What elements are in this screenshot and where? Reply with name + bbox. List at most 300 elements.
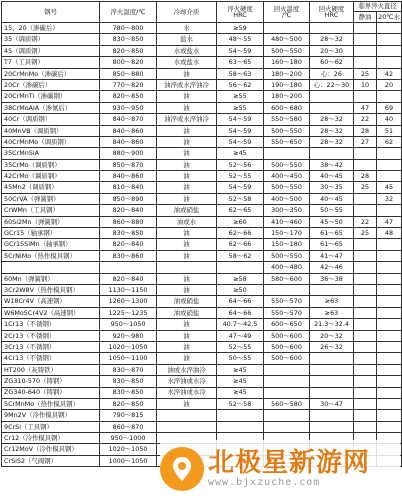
table-row: [2, 353, 402, 364]
cell-grade: Cr12（冷作模具钢）: [2, 433, 100, 444]
cell-quench-temp: 830～870: [100, 364, 157, 375]
cell-quench-hrc: ≥50: [217, 284, 264, 295]
cell-medium: 油: [157, 341, 217, 352]
cell-quench-hrc: 54～59: [217, 182, 264, 193]
cell-critical-oil: [354, 23, 377, 34]
cell-temper-temp: 500～550: [264, 250, 310, 261]
cell-quench-hrc: ≥45: [217, 376, 264, 387]
cell-temper-temp: [264, 364, 310, 375]
cell-critical-water: [377, 387, 402, 398]
table-row: [2, 387, 402, 398]
table-row: [2, 171, 402, 182]
cell-critical-water: [377, 410, 402, 421]
cell-critical-water: [377, 330, 402, 341]
steel-heat-treatment-table: [1, 1, 402, 467]
cell-medium: 油: [157, 398, 217, 409]
cell-quench-hrc: [217, 410, 264, 421]
cell-quench-hrc: 62～66: [217, 239, 264, 250]
table-row: [2, 284, 402, 295]
cell-critical-water: [377, 250, 402, 261]
watermark: [160, 440, 400, 498]
cell-quench-temp: [100, 262, 157, 273]
cell-critical-water: 48: [377, 228, 402, 239]
cell-temper-temp: 150～180: [264, 239, 310, 250]
table-row: [2, 398, 402, 409]
cell-critical-oil: [354, 364, 377, 375]
cell-temper-hrc: 20～30: [310, 45, 354, 56]
cell-medium: 油淬或水淬油冷: [157, 114, 217, 125]
cell-temper-temp: 500～550: [264, 45, 310, 56]
cell-grade: 60Si2Mn（弹簧钢）: [2, 216, 100, 227]
header-grade: 钢号: [2, 2, 100, 23]
cell-critical-water: [377, 45, 402, 56]
cell-critical-oil: [354, 341, 377, 352]
cell-critical-water: [377, 159, 402, 170]
cell-medium: 水淬油或水冷: [157, 387, 217, 398]
cell-critical-oil: [354, 387, 377, 398]
cell-quench-hrc: ≥45: [217, 148, 264, 159]
cell-grade: 9Mn2V（冷作模具钢）: [2, 410, 100, 421]
cell-critical-oil: 25: [354, 68, 377, 79]
cell-quench-hrc: 52～58: [217, 398, 264, 409]
cell-quench-temp: 860～870: [100, 421, 157, 432]
table-row: [2, 421, 402, 432]
cell-critical-water: 20: [377, 79, 402, 90]
cell-critical-oil: 25: [354, 182, 377, 193]
cell-critical-water: [377, 319, 402, 330]
cell-temper-hrc: [310, 410, 354, 421]
cell-grade: 35CrMo（调质钢）: [2, 159, 100, 170]
cell-critical-oil: [354, 319, 377, 330]
cell-quench-temp: 840～860: [100, 136, 157, 147]
cell-temper-hrc: 20～32: [310, 330, 354, 341]
cell-critical-oil: [354, 262, 377, 273]
cell-temper-hrc: [310, 284, 354, 295]
cell-critical-water: [377, 284, 402, 295]
cell-quench-temp: 820～850: [100, 91, 157, 102]
cell-quench-temp: 830～850: [100, 387, 157, 398]
cell-quench-hrc: 64～66: [217, 296, 264, 307]
cell-grade: 40MnVB（调质钢）: [2, 125, 100, 136]
cell-critical-water: [377, 57, 402, 68]
cell-quench-hrc: 52～55: [217, 341, 264, 352]
cell-critical-oil: [354, 250, 377, 261]
cell-critical-oil: [354, 330, 377, 341]
cell-temper-temp: [264, 148, 310, 159]
cell-quench-hrc: 47～49: [217, 330, 264, 341]
cell-quench-temp: 860～880: [100, 216, 157, 227]
cell-grade: GCr15SiMn（轴承钢）: [2, 239, 100, 250]
cell-critical-oil: 25: [354, 228, 377, 239]
cell-critical-oil: [354, 284, 377, 295]
cell-quench-hrc: 62～66: [217, 228, 264, 239]
header-critical-diameter: 临界淬火直径: [354, 2, 402, 12]
cell-critical-oil: 22: [354, 114, 377, 125]
cell-medium: 油: [157, 228, 217, 239]
cell-critical-water: [377, 307, 402, 318]
cell-quench-temp: 920～980: [100, 330, 157, 341]
cell-temper-temp: 600～680: [264, 102, 310, 113]
cell-critical-oil: [354, 307, 377, 318]
cell-critical-water: 42: [377, 68, 402, 79]
cell-temper-hrc: 45～50: [310, 216, 354, 227]
cell-grade: 4Cr13（不锈钢）: [2, 353, 100, 364]
cell-critical-water: 40: [377, 114, 402, 125]
cell-grade: 20CrMnTi（渗碳钢）: [2, 91, 100, 102]
header-temper-temp-line2: /℃: [281, 11, 292, 19]
cell-temper-hrc: 心：26: [310, 68, 354, 79]
header-critical-oil: 静油: [354, 12, 377, 23]
cell-critical-oil: [354, 353, 377, 364]
cell-quench-temp: 950～1000: [100, 433, 157, 444]
cell-grade: 5CrNiMo（热作模具钢）: [2, 250, 100, 261]
cell-critical-water: [377, 273, 402, 284]
header-medium: 冷却介质: [157, 2, 217, 23]
cell-temper-temp: 480～500: [264, 34, 310, 45]
cell-quench-temp: 1000～1050: [100, 455, 157, 466]
cell-quench-temp: 810～840: [100, 182, 157, 193]
table-row: [2, 410, 402, 421]
cell-quench-temp: 840～860: [100, 171, 157, 182]
watermark-title: 北极星新游网: [208, 447, 371, 478]
cell-critical-oil: [354, 205, 377, 216]
cell-critical-water: [377, 23, 402, 34]
table-row: [2, 34, 402, 45]
table-row: [2, 376, 402, 387]
cell-critical-oil: [354, 376, 377, 387]
header-temper-temp: [264, 2, 310, 23]
cell-grade: 45Mn2（调质钢）: [2, 182, 100, 193]
table-row: [2, 273, 402, 284]
cell-quench-hrc: 62～65: [217, 205, 264, 216]
cell-temper-hrc: 40～45: [310, 171, 354, 182]
cell-grade: W18Cr4V（高速钢）: [2, 296, 100, 307]
header-temper-hrc: [310, 2, 354, 23]
header-temper-hrc-line1: 回火硬度: [318, 4, 345, 13]
cell-quench-hrc: 54～59: [217, 45, 264, 56]
cell-grade: HT200（灰铸铁）: [2, 364, 100, 375]
cell-temper-hrc: 41～47: [310, 250, 354, 261]
cell-medium: 油: [157, 171, 217, 182]
cell-medium: 油: [157, 319, 217, 330]
cell-temper-temp: 190～180: [264, 79, 310, 90]
cell-grade: 20CrMnMo（渗碳后）: [2, 68, 100, 79]
cell-medium: [157, 410, 217, 421]
cell-critical-water: [377, 91, 402, 102]
cell-quench-temp: 790～815: [100, 410, 157, 421]
cell-grade: 20Cr（渗碳后）: [2, 79, 100, 90]
cell-temper-hrc: 26～32: [310, 341, 354, 352]
cell-quench-temp: 820～850: [100, 45, 157, 56]
cell-quench-temp: 1020～1050: [100, 341, 157, 352]
cell-quench-temp: 830～850: [100, 376, 157, 387]
cell-quench-temp: 820～850: [100, 398, 157, 409]
cell-critical-oil: [354, 398, 377, 409]
cell-critical-water: [377, 353, 402, 364]
cell-grade: Cr12MoV（冷作模具钢）: [2, 444, 100, 455]
cell-medium: 油: [157, 273, 217, 284]
table-row: [2, 330, 402, 341]
cell-critical-water: 51: [377, 125, 402, 136]
cell-temper-temp: 500～600: [264, 330, 310, 341]
cell-critical-oil: [354, 410, 377, 421]
cell-grade: GCr15（轴承钢）: [2, 228, 100, 239]
cell-temper-hrc: [310, 23, 354, 34]
cell-quench-hrc: ≥55: [217, 91, 264, 102]
cell-quench-hrc: ≥45: [217, 387, 264, 398]
table-row: [2, 182, 402, 193]
cell-temper-hrc: 心：22～30: [310, 79, 354, 90]
table-row: [2, 148, 402, 159]
cell-grade: 50CrVA（弹簧钢）: [2, 193, 100, 204]
cell-grade: [2, 262, 100, 273]
cell-quench-hrc: ≥45: [217, 364, 264, 375]
cell-quench-temp: 850～870: [100, 159, 157, 170]
header-temper-temp-line1: 回火温度: [273, 4, 300, 13]
cell-medium: 油: [157, 136, 217, 147]
cell-temper-hrc: 61～65: [310, 239, 354, 250]
header-critical-water: 20℃水: [378, 12, 400, 21]
cell-quench-hrc: 54～59: [217, 136, 264, 147]
cell-critical-water: 45: [377, 182, 402, 193]
cell-critical-oil: [354, 421, 377, 432]
cell-temper-hrc: 60～62: [310, 57, 354, 68]
cell-quench-temp: 1130～1150: [100, 284, 157, 295]
cell-temper-temp: 550～580: [264, 114, 310, 125]
cell-medium: 油: [157, 353, 217, 364]
cell-grade: ZG310-570（铸钢）: [2, 376, 100, 387]
cell-quench-hrc: 52～58: [217, 193, 264, 204]
watermark-pin-icon: [167, 454, 197, 484]
cell-grade: 35CrMnSiA: [2, 148, 100, 159]
cell-temper-temp: 410～460: [264, 216, 310, 227]
cell-critical-water: 69: [377, 102, 402, 113]
cell-quench-hrc: [217, 262, 264, 273]
cell-medium: 油或硝盐: [157, 307, 217, 318]
cell-critical-oil: [354, 57, 377, 68]
cell-critical-water: [377, 364, 402, 375]
cell-grade: T7（工具钢）: [2, 57, 100, 68]
cell-quench-temp: 1225～1235: [100, 307, 157, 318]
cell-quench-hrc: 52～56: [217, 159, 264, 170]
cell-temper-hrc: 28～32: [310, 34, 354, 45]
cell-temper-hrc: 50～55: [310, 205, 354, 216]
cell-quench-hrc: 54～59: [217, 114, 264, 125]
cell-critical-water: [377, 205, 402, 216]
cell-temper-hrc: 28～32: [310, 125, 354, 136]
cell-temper-hrc: 30～47: [310, 398, 354, 409]
cell-critical-water: 62: [377, 136, 402, 147]
cell-critical-water: 32: [377, 193, 402, 204]
cell-medium: 油: [157, 159, 217, 170]
cell-critical-water: [377, 171, 402, 182]
cell-grade: 3Cr2W8V（热作模具钢）: [2, 284, 100, 295]
cell-temper-temp: 400～480: [264, 262, 310, 273]
cell-medium: 油: [157, 91, 217, 102]
cell-quench-temp: 820～840: [100, 239, 157, 250]
cell-quench-hrc: 63～65: [217, 57, 264, 68]
cell-temper-temp: [264, 376, 310, 387]
cell-quench-hrc: 58～62: [217, 250, 264, 261]
cell-temper-hrc: [310, 421, 354, 432]
cell-medium: 油或硝盐: [157, 205, 217, 216]
cell-temper-hrc: ≥63: [310, 296, 354, 307]
cell-temper-hrc: 38～42: [310, 159, 354, 170]
cell-medium: 油: [157, 68, 217, 79]
cell-temper-hrc: [310, 387, 354, 398]
cell-temper-hrc: 61～65: [310, 228, 354, 239]
cell-critical-oil: [354, 159, 377, 170]
cell-critical-water: [377, 239, 402, 250]
cell-medium: 水或盐水: [157, 57, 217, 68]
cell-temper-hrc: 28～32: [310, 114, 354, 125]
cell-temper-temp: 180～200: [264, 91, 310, 102]
table-row: [2, 68, 402, 79]
cell-temper-temp: [264, 387, 310, 398]
cell-quench-hrc: ≥60: [217, 216, 264, 227]
table-row: [2, 307, 402, 318]
cell-medium: 油: [157, 250, 217, 261]
cell-temper-temp: 300～350: [264, 205, 310, 216]
cell-temper-hrc: 30～35: [310, 182, 354, 193]
cell-critical-water: [377, 296, 402, 307]
table-row: [2, 79, 402, 90]
cell-quench-temp: 840～860: [100, 125, 157, 136]
table-row: [2, 102, 402, 113]
cell-quench-temp: 830～850: [100, 34, 157, 45]
cell-critical-water: [377, 148, 402, 159]
cell-quench-temp: 930～950: [100, 102, 157, 113]
cell-temper-temp: 500～600: [264, 341, 310, 352]
cell-quench-temp: 1050～1100: [100, 353, 157, 364]
cell-temper-hrc: 21.3～32.4: [310, 319, 354, 330]
header-temper-hrc-line2: HRC: [324, 11, 339, 19]
cell-temper-hrc: [310, 148, 354, 159]
cell-quench-temp: 770～820: [100, 79, 157, 90]
cell-critical-oil: 22: [354, 216, 377, 227]
table-row: [2, 364, 402, 375]
cell-critical-water: 47: [377, 216, 402, 227]
cell-temper-temp: 150～170: [264, 228, 310, 239]
cell-quench-temp: 800～820: [100, 57, 157, 68]
cell-temper-temp: 500～600: [264, 353, 310, 364]
cell-medium: 油: [157, 125, 217, 136]
cell-critical-water: [377, 376, 402, 387]
table-row: [2, 296, 402, 307]
cell-temper-hrc: ≥63: [310, 307, 354, 318]
cell-temper-hrc: [310, 376, 354, 387]
cell-critical-oil: 10: [354, 79, 377, 90]
header-quench-hrc-line1: 淬火硬度: [227, 4, 253, 13]
cell-medium: 油或硝盐: [157, 296, 217, 307]
cell-temper-temp: 550～570: [264, 296, 310, 307]
cell-medium: 盐水: [157, 34, 217, 45]
cell-quench-temp: 1260～1300: [100, 296, 157, 307]
cell-critical-oil: [354, 296, 377, 307]
table-row: [2, 45, 402, 56]
cell-critical-oil: [354, 193, 377, 204]
cell-temper-temp: 180～200: [264, 68, 310, 79]
table-row: [2, 125, 402, 136]
cell-medium: 油: [157, 330, 217, 341]
table-row: [2, 91, 402, 102]
cell-grade: 9CrSi（工具钢）: [2, 421, 100, 432]
cell-grade: 2Cr13（不锈钢）: [2, 330, 100, 341]
cell-grade: 15、20（渗碳后）: [2, 23, 100, 34]
cell-medium: 油: [157, 148, 217, 159]
table-row: [2, 114, 402, 125]
cell-quench-hrc: 58～63: [217, 68, 264, 79]
cell-grade: W6Mo5Cr4V2（高速钢）: [2, 307, 100, 318]
watermark-logo-icon: [160, 447, 204, 491]
cell-medium: [157, 421, 217, 432]
cell-temper-temp: 500～550: [264, 125, 310, 136]
cell-quench-hrc: 64～66: [217, 307, 264, 318]
cell-temper-hrc: [310, 364, 354, 375]
cell-critical-oil: 47: [354, 102, 377, 113]
cell-quench-temp: 880～900: [100, 148, 157, 159]
cell-medium: 油: [157, 239, 217, 250]
cell-temper-temp: 400～450: [264, 171, 310, 182]
cell-critical-oil: [354, 34, 377, 45]
cell-grade: 1Cr13（不锈钢）: [2, 319, 100, 330]
cell-grade: ZG340-640（铸钢）: [2, 387, 100, 398]
cell-quench-hrc: 56～62: [217, 79, 264, 90]
cell-critical-oil: [354, 239, 377, 250]
table-row: [2, 159, 402, 170]
cell-quench-hrc: 52～55: [217, 171, 264, 182]
table-row: [2, 57, 402, 68]
cell-medium: 油淬或水淬油冷: [157, 79, 217, 90]
cell-grade: 60Mn（弹簧钢）: [2, 273, 100, 284]
cell-grade: 40Cr（调质钢）: [2, 114, 100, 125]
cell-temper-hrc: 28～32: [310, 136, 354, 147]
cell-medium: 油: [157, 182, 217, 193]
cell-quench-temp: 840～870: [100, 114, 157, 125]
cell-medium: 油: [157, 193, 217, 204]
cell-quench-temp: 850～890: [100, 193, 157, 204]
cell-quench-temp: 830～860: [100, 250, 157, 261]
cell-temper-hrc: [310, 102, 354, 113]
cell-quench-temp: 850～880: [100, 68, 157, 79]
cell-medium: 水淬油或水冷: [157, 376, 217, 387]
cell-quench-hrc: ≥59: [217, 23, 264, 34]
cell-quench-hrc: 48～55: [217, 34, 264, 45]
cell-quench-hrc: 50～55: [217, 353, 264, 364]
header-quench-hrc: [217, 2, 264, 23]
cell-temper-hrc: [310, 353, 354, 364]
cell-critical-water: [377, 421, 402, 432]
cell-temper-temp: 600～650: [264, 319, 310, 330]
cell-critical-water: [377, 398, 402, 409]
table-row: [2, 193, 402, 204]
cell-grade: CrWMn（工具钢）: [2, 205, 100, 216]
cell-grade: 38CrMoAlA（渗氮后）: [2, 102, 100, 113]
cell-medium: 油: [157, 284, 217, 295]
table-row: [2, 341, 402, 352]
table-row: [2, 319, 402, 330]
cell-critical-oil: [354, 45, 377, 56]
cell-temper-temp: [264, 410, 310, 421]
watermark-text: [208, 447, 371, 489]
cell-critical-oil: [354, 273, 377, 284]
table-row: [2, 216, 402, 227]
cell-grade: 45（调质钢）: [2, 45, 100, 56]
cell-temper-hrc: 42～46: [310, 262, 354, 273]
cell-grade: 35（调质钢）: [2, 34, 100, 45]
table-row: [2, 136, 402, 147]
cell-medium: 水或盐水: [157, 45, 217, 56]
